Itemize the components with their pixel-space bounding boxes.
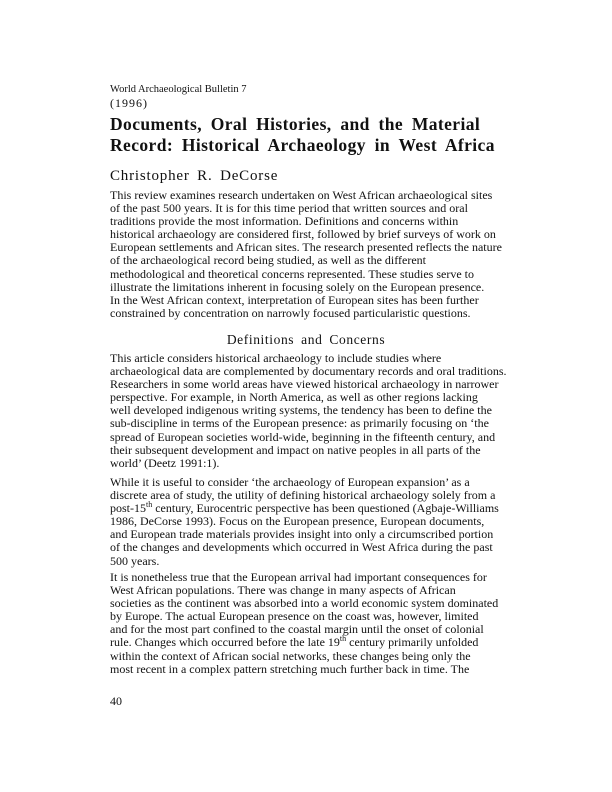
- journal-name: World Archaeological Bulletin 7: [110, 84, 247, 95]
- paragraph-line: This article considers historical archaeology to include studies where: [110, 351, 442, 365]
- paragraph-line: While it is useful to consider ‘the archaeology of European expansion’ as a: [110, 475, 470, 489]
- text-span: century, Eurocentric perspective has been questioned (Agbaje-Williams: [152, 501, 499, 516]
- paragraph-1: [110, 352, 507, 470]
- abstract-line: of the archaeological record being studied, as well as the different: [110, 253, 426, 268]
- paragraph-line: archaeological data are complemented by documentary records and oral traditions.: [110, 364, 507, 379]
- paragraph-line: of the changes and developments which occurred in West Africa during the past: [110, 540, 493, 555]
- paragraph-line: and for the most part confined to the coastal margin until the onset of colonial: [110, 622, 484, 637]
- paragraph-line: within the context of African social networks, these changes being only the: [110, 648, 471, 663]
- paragraph-line: spread of European societies world-wide, beginning in the fifteenth century, and: [110, 429, 496, 444]
- superscript: th: [339, 634, 347, 644]
- paragraph-line: perspective. For example, in North America, as well as other regions lacking: [110, 390, 478, 405]
- author-name: Christopher R. DeCorse: [110, 168, 279, 184]
- paragraph-line: sub-discipline in terms of the European presence: as primarily focusing on ‘the: [110, 416, 489, 431]
- abstract-line: traditions provide the most information. Definitions and concerns within: [110, 214, 459, 229]
- paragraph-line: [110, 636, 498, 649]
- text-span: century primarily unfolded: [346, 635, 479, 650]
- title-line: Record: Historical Archaeology in West Africa: [110, 135, 495, 155]
- paragraph-line: It is nonetheless true that the European arrival had important consequences for: [110, 570, 487, 584]
- abstract-line: methodological and theoretical concerns represented. These studies serve to: [110, 266, 474, 281]
- paragraph-line: their subsequent development and impact on native peoples in all parts of the: [110, 442, 481, 457]
- abstract: [110, 189, 502, 320]
- article-title: [110, 114, 495, 156]
- paragraph-line: by Europe. The actual European presence on the coast was, however, limited: [110, 609, 479, 624]
- paragraph-3: [110, 571, 498, 676]
- paragraph-2: [110, 476, 499, 568]
- section-heading: Definitions and Concerns: [226, 332, 386, 347]
- text-span: rule. Changes which occurred before the late 19: [110, 635, 340, 650]
- paragraph-line: discrete area of study, the utility of defining historical archaeology solely from a: [110, 488, 496, 503]
- title-line: Documents, Oral Histories, and the Material: [110, 114, 481, 134]
- abstract-line: historical archaeology are considered first, followed by brief surveys of work on: [110, 227, 496, 242]
- page-number: 40: [110, 694, 122, 708]
- paragraph-line: well developed indigenous writing systems, the tendency has been to define the: [110, 403, 492, 418]
- paragraph-line: societies as the continent was absorbed into a world economic system dominated: [110, 596, 499, 611]
- superscript: th: [146, 500, 153, 510]
- paragraph-line: most recent in a complex pattern stretching much further back in time. The: [110, 661, 470, 676]
- abstract-line: European settlements and African sites. The research presented reflects the nature: [110, 240, 502, 255]
- paragraph-line: Researchers in some world areas have viewed historical archaeology in narrower: [110, 377, 499, 392]
- abstract-line: of the past 500 years. It is for this time period that written sources and oral: [110, 201, 468, 216]
- abstract-line: This review examines research undertaken on West African archaeological sites: [110, 188, 493, 202]
- abstract-line: illustrate the limitations inherent in focusing solely on the European presence.: [110, 279, 485, 294]
- text-span: post-15: [110, 501, 146, 516]
- abstract-line: constrained by concentration on narrowly focused particularistic questions.: [110, 305, 471, 320]
- paragraph-line: world’ (Deetz 1991:1).: [110, 455, 220, 470]
- paragraph-line: 1986, DeCorse 1993). Focus on the European presence, European documents,: [110, 514, 485, 529]
- abstract-line: In the West African context, interpretation of European sites has been further: [110, 292, 479, 307]
- paragraph-line: West African populations. There was change in many aspects of African: [110, 583, 456, 598]
- paragraph-line: 500 years.: [110, 553, 160, 568]
- paragraph-line: and European trade materials provides insight into only a circumscribed portion: [110, 527, 494, 542]
- publication-year: (1996): [110, 96, 148, 110]
